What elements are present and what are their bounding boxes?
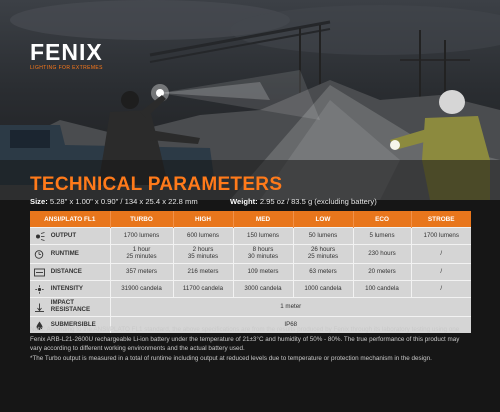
weight-value: 2.95 oz / 83.5 g (excluding battery) [259, 197, 377, 206]
table-cell [293, 245, 353, 264]
size-value: 5.28" x 1.00" x 0.90" / 134 x 25.4 x 22.8 mm [49, 197, 198, 206]
row-label: IMPACT RESISTANCE [50, 299, 91, 313]
row-label: SUBMERSIBLE [50, 320, 96, 328]
table-cell: 3000 candela [233, 281, 293, 298]
row-label-cell [30, 298, 110, 317]
row-label: DISTANCE [50, 267, 82, 275]
fenix-logo [30, 40, 103, 71]
impact-icon [34, 303, 45, 312]
table-cell: / [411, 245, 471, 264]
submersible-value: IP68 [110, 317, 471, 334]
table-cell: 31900 candela [110, 281, 173, 298]
table-row-impact [30, 298, 471, 317]
weight-spec [230, 197, 377, 206]
cell-text: 1 hour 25 minutes [126, 246, 157, 260]
header-turbo: TURBO [110, 211, 173, 228]
table-row-intensity [30, 281, 471, 298]
distance-icon [34, 268, 45, 277]
header-high: HIGH [173, 211, 233, 228]
output-icon [34, 232, 45, 241]
table-cell: 50 lumens [293, 228, 353, 245]
table-cell: 20 meters [353, 264, 411, 281]
row-label-cell [30, 281, 110, 298]
hero-scene [0, 0, 500, 200]
table-cell: 1700 lumens [110, 228, 173, 245]
size-label: Size: [30, 197, 48, 206]
table-cell [173, 245, 233, 264]
table-cell: 109 meters [233, 264, 293, 281]
header-low: LOW [293, 211, 353, 228]
row-label-cell [30, 245, 110, 264]
weight-label: Weight: [230, 197, 258, 206]
table-cell: 100 candela [353, 281, 411, 298]
table-row-runtime [30, 245, 471, 264]
table-cell: 63 meters [293, 264, 353, 281]
table-cell: / [411, 281, 471, 298]
row-label-cell [30, 264, 110, 281]
row-label-cell [30, 228, 110, 245]
row-label: INTENSITY [50, 284, 84, 292]
table-cell: 5 lumens [353, 228, 411, 245]
table-row-distance [30, 264, 471, 281]
impact-value: 1 meter [110, 298, 471, 317]
table-header-row [30, 211, 471, 228]
cell-text: 2 hours 35 minutes [187, 246, 219, 260]
runtime-icon [34, 250, 45, 259]
note-turbo: *The Turbo output is measured in a total of runtime including output at reduced levels due to temperature or protection mechanism in the design. [30, 354, 432, 362]
intensity-icon [34, 285, 45, 294]
table-cell: 150 lumens [233, 228, 293, 245]
table-cell: 216 meters [173, 264, 233, 281]
table-cell: 600 lumens [173, 228, 233, 245]
cell-text: 8 hours 30 minutes [247, 246, 279, 260]
header-eco: ECO [353, 211, 411, 228]
table-cell [233, 245, 293, 264]
header-standard: ANSI/PLATO FL1 [30, 211, 110, 228]
brand-tagline: LIGHTING FOR EXTREMES [30, 65, 103, 71]
cell-text: 26 hours 25 minutes [307, 246, 339, 260]
table-row-output [30, 228, 471, 245]
table-cell: 357 meters [110, 264, 173, 281]
row-label: OUTPUT [50, 231, 77, 239]
table-cell: 1700 lumens [411, 228, 471, 245]
footnotes [30, 325, 472, 363]
table-cell: / [411, 264, 471, 281]
header-med: MED [233, 211, 293, 228]
note-standard: Note: According to the ANSI/PLATO FL1 standard, the above specifications are from the results produced by Fenix through its laboratory testing using one Fenix ARB-L21-2600U rechargeable Li-ion battery under the temperature of 21±3°C and humidity of 50% - 80%. The true performance of this product may vary according to different working environments and the actual battery used. [30, 326, 460, 353]
spec-table [30, 211, 471, 333]
size-spec [30, 197, 198, 206]
table-cell [110, 245, 173, 264]
hero-photo [0, 0, 500, 200]
header-strobe: STROBE [411, 211, 471, 228]
table-cell: 11700 candela [173, 281, 233, 298]
brand-name: FENIX [30, 39, 103, 65]
page-title: TECHNICAL PARAMETERS [30, 174, 283, 195]
table-cell: 1000 candela [293, 281, 353, 298]
table-cell: 230 hours [353, 245, 411, 264]
row-label: RUNTIME [50, 249, 79, 257]
